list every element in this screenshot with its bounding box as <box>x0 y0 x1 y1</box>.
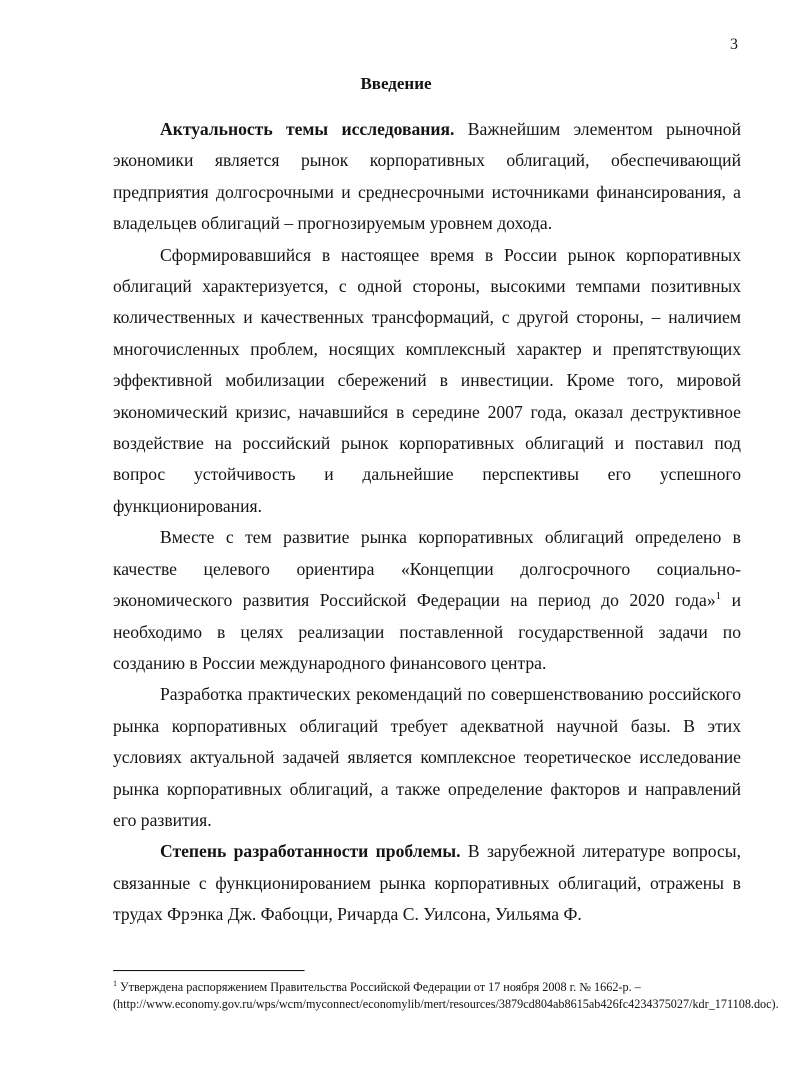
footnote-divider <box>113 970 305 972</box>
page-number: 3 <box>730 36 738 53</box>
page-title: Введение <box>360 74 432 93</box>
paragraph-degree <box>113 836 741 930</box>
footnote-text: Утверждена распоряжением Правительства Российской Федерации от 17 ноября 2008 г. № 1662-р. – (http://www.economy.gov.ru/wps/wcm/myconnect/economylib/mert/resources/3879cd804ab8615ab426fc4234375027/kdr_171108.doc). <box>113 980 779 1011</box>
paragraph-text: Вместе с тем развитие рынка корпоративных облигаций определено в качестве целевого ориентира «Концепции долгосрочного социально-экономического развития Российской Федерации на период до 2020 года» <box>113 527 741 611</box>
section-heading-relevance: Актуальность темы исследования. <box>160 119 455 139</box>
paragraph-text: Важнейшим элементом рыночной экономики является рынок корпоративных облигаций, обеспечивающий предприятия долгосрочными и среднесрочными источниками финансирования, а владельцев облигаций – прогнозируемым уровнем дохода. <box>113 119 741 234</box>
paragraph-text: Разработка практических рекомендаций по совершенствованию российского рынка корпоративных облигаций требует адекватной научной базы. В этих условиях актуальной задачей является комплексное теоретическое исследование рынка корпоративных облигаций, а также определение факторов и направлений его развития. <box>113 684 741 830</box>
paragraph-relevance <box>113 114 741 240</box>
footnote-reference[interactable]: 1 <box>715 590 722 603</box>
section-heading-degree: Степень разработанности проблемы. <box>160 841 461 862</box>
paragraph-market-state <box>113 240 741 523</box>
footnote-mark: 1 <box>113 978 117 988</box>
paragraph-text: и необходимо в целях реализации поставленной государственной задачи по созданию в России международного финансового центра. <box>113 590 741 673</box>
paragraph-text: В зарубежной литературе вопросы, связанные с функционированием рынка корпоративных облигаций, отражены в трудах Фрэнка Дж. Фабоцци, Ричарда С. Уилсона, Уильяма Ф. <box>113 841 741 925</box>
paragraph-recommendations <box>113 679 741 836</box>
footnote <box>113 978 779 1013</box>
main-text <box>113 114 741 931</box>
paragraph-concept <box>113 522 741 679</box>
paragraph-text: Сформировавшийся в настоящее время в России рынок корпоративных облигаций характеризуется, с одной стороны, высокими темпами позитивных количественных и качественных трансформаций, с другой стороны, – наличием многочисленных проблем, носящих комплексный характер и препятствующих эффективной мобилизации сбережений в инвестиции. Кроме того, мировой экономический кризис, начавшийся в середине 2007 года, оказал деструктивное воздействие на российский рынок корпоративных облигаций и поставил под вопрос устойчивость и дальнейшие перспективы его успешного функционирования. <box>113 244 741 516</box>
